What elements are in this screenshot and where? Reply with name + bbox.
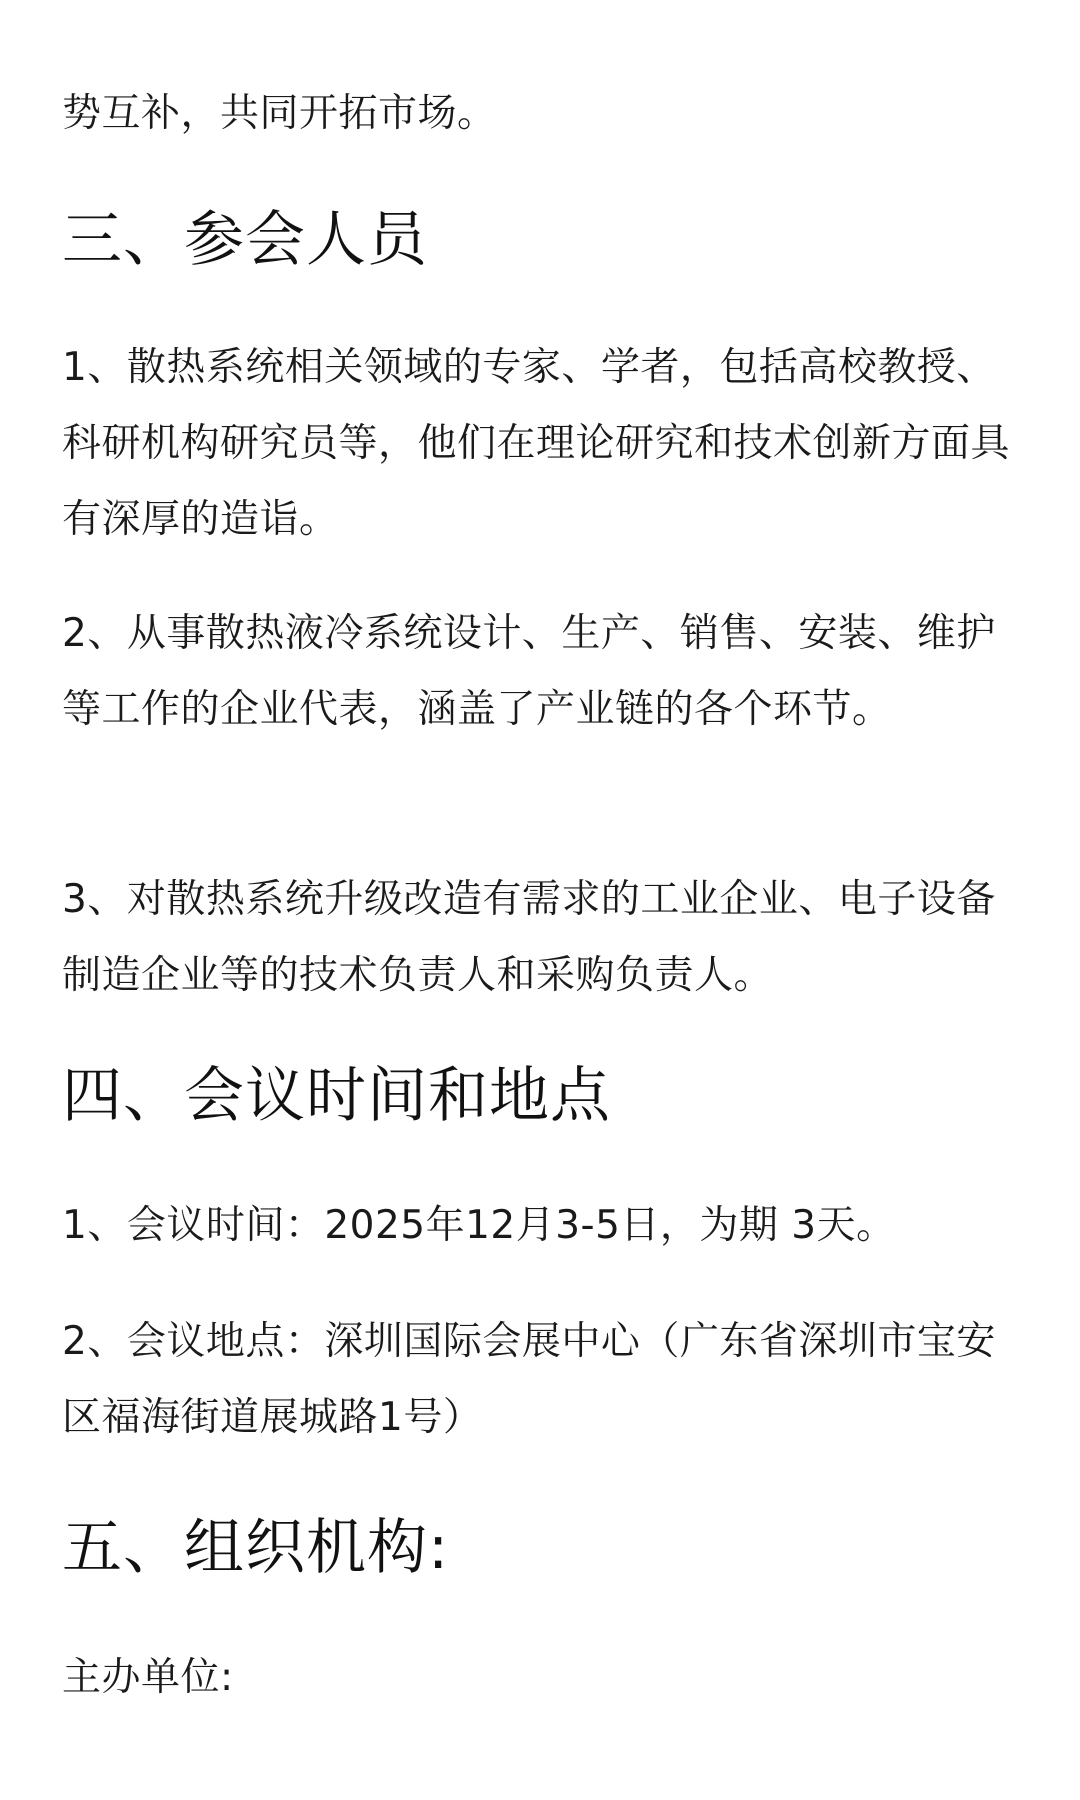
section-heading-organization: 五、组织机构:	[62, 1513, 450, 1583]
meeting-place-item: 2、会议地点：深圳国际会展中心（广东省深圳市宝安区福海街道展城路1号）	[62, 1319, 996, 1440]
attendee-item-1: 1、散热系统相关领域的专家、学者，包括高校教授、科研机构研究员等，他们在理论研究和技术创新方面具有深厚的造诣。	[62, 345, 1011, 542]
meeting-time-item: 1、会议时间：2025年12月3-5日，为期 3天。	[62, 1203, 896, 1248]
section-heading-attendees: 三、参会人员	[62, 205, 428, 275]
host-organizer-label: 主办单位:	[62, 1655, 234, 1700]
section-heading-time-place: 四、会议时间和地点	[62, 1061, 611, 1131]
intro-paragraph-tail: 势互补，共同开拓市场。	[62, 91, 497, 136]
attendee-item-2: 2、从事散热液冷系统设计、生产、销售、安装、维护等工作的企业代表，涵盖了产业链的各个环节。	[62, 611, 996, 732]
attendee-item-3: 3、对散热系统升级改造有需求的工业企业、电子设备制造企业等的技术负责人和采购负责人。	[62, 877, 996, 998]
